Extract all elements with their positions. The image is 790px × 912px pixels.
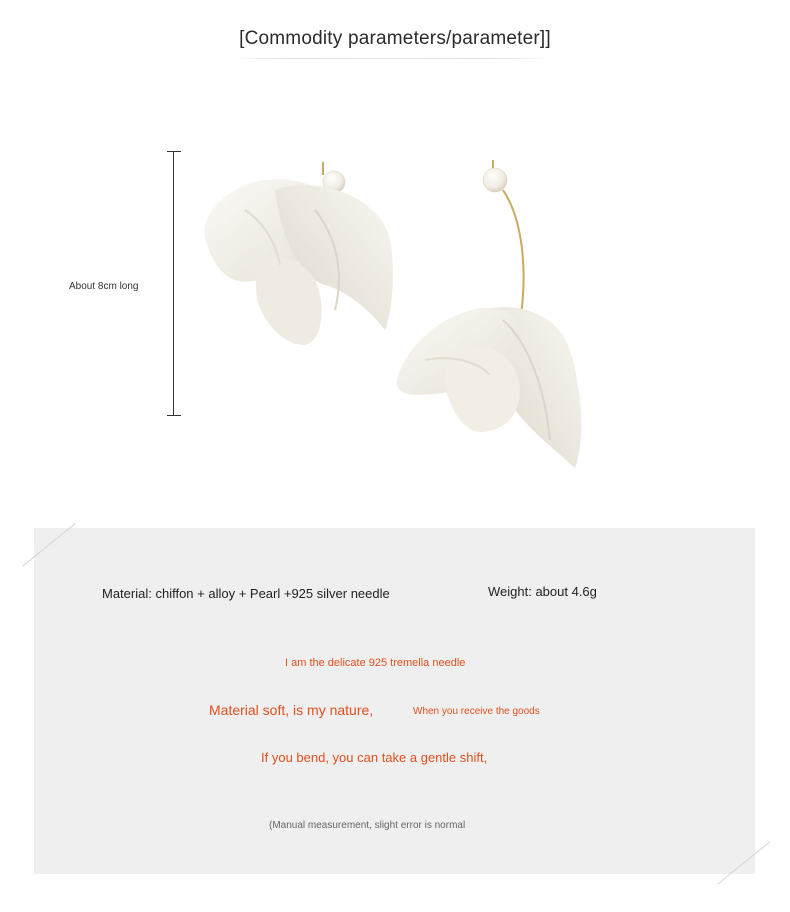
note-line-2-small: When you receive the goods [413,706,540,717]
measure-cap-bottom [167,415,181,416]
note-line-3: If you bend, you can take a gentle shift, [261,750,488,765]
earrings-image [185,150,615,480]
page-title: [Commodity parameters/parameter]] [239,28,551,49]
measurement-disclaimer: (Manual measurement, slight error is normal [269,820,466,831]
measure-label: About 8cm long [69,281,139,292]
right-earring [397,160,582,468]
material-spec: Material: chiffon + alloy + Pearl +925 silver needle [102,586,390,601]
measure-bar [173,151,174,415]
weight-spec: Weight: about 4.6g [488,584,597,599]
note-line-2: Material soft, is my nature, [209,702,374,718]
left-earring [204,162,393,345]
note-line-1: I am the delicate 925 tremella needle [285,657,466,669]
title-divider [233,58,549,59]
measure-cap-top [167,151,181,152]
